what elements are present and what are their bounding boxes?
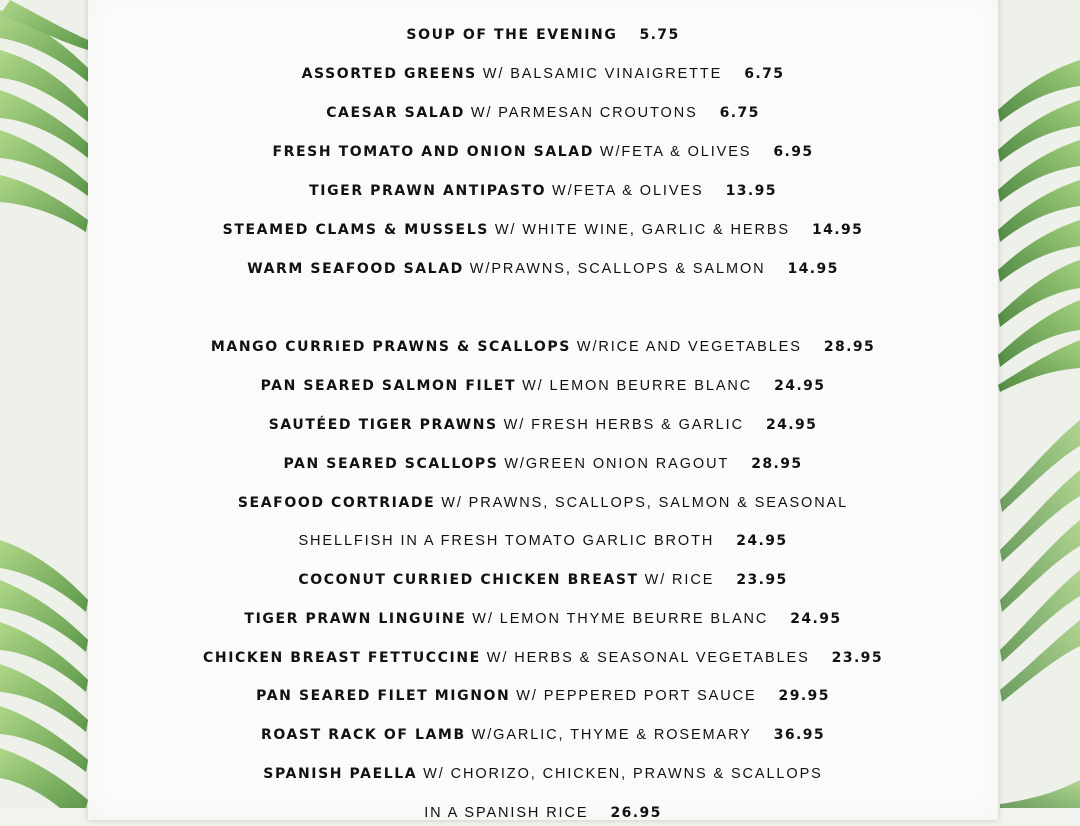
dish-price: 6.75	[719, 105, 760, 121]
dish-description: W/ WHITE WINE, GARLIC & HERBS	[488, 222, 791, 238]
menu-item-continued	[88, 800, 998, 826]
menu-item	[88, 490, 998, 516]
dish-description: W/FETA & OLIVES	[593, 144, 752, 160]
dish-name: FRESH TOMATO AND ONION SALAD	[272, 144, 594, 160]
dish-description: W/RICE AND VEGETABLES	[570, 339, 802, 355]
dish-price: 24.95	[774, 378, 826, 394]
palm-leaf-bottom-left	[0, 540, 88, 808]
dish-name: ROAST RACK OF LAMB	[260, 727, 466, 743]
dish-name: CAESAR SALAD	[326, 105, 465, 121]
dish-description: W/ HERBS & SEASONAL VEGETABLES	[480, 650, 810, 666]
dish-description: W/GREEN ONION RAGOUT	[498, 456, 730, 472]
dish-price: 29.95	[778, 688, 830, 704]
menu-item	[88, 256, 998, 282]
dish-description: W/ FRESH HERBS & GARLIC	[497, 417, 744, 433]
dish-name: TIGER PRAWN ANTIPASTO	[309, 183, 547, 199]
dish-price: 24.95	[765, 417, 818, 433]
dish-description: W/ BALSAMIC VINAIGRETTE	[476, 66, 723, 82]
dish-name: WARM SEAFOOD SALAD	[247, 261, 464, 277]
menu-item	[88, 412, 998, 438]
dish-name: SOUP OF THE EVENING	[406, 27, 618, 43]
menu-item	[88, 61, 998, 87]
palm-leaf-top-right	[998, 60, 1080, 392]
dish-price: 24.95	[790, 611, 842, 627]
dish-description: W/PRAWNS, SCALLOPS & SALMON	[463, 261, 766, 277]
dish-price: 13.95	[725, 183, 777, 199]
menu-item	[88, 139, 998, 165]
dish-price: 26.95	[610, 805, 662, 821]
menu-item	[88, 178, 998, 204]
dish-price: 6.95	[773, 144, 814, 160]
dish-name: SEAFOOD CORTRIADE	[237, 495, 436, 511]
menu-item	[88, 606, 998, 632]
dish-description: W/FETA & OLIVES	[546, 183, 704, 199]
dish-name: SAUTÉED TIGER PRAWNS	[268, 417, 498, 433]
dish-name: SPANISH PAELLA	[263, 766, 418, 782]
dish-price: 23.95	[736, 572, 788, 588]
dish-name: PAN SEARED SALMON FILET	[260, 378, 517, 394]
palm-leaf-top-left	[0, 0, 90, 232]
dish-name: COCONUT CURRIED CHICKEN BREAST	[298, 572, 639, 588]
menu-item	[88, 100, 998, 126]
dish-name: PAN SEARED SCALLOPS	[283, 456, 499, 472]
menu-item	[88, 451, 998, 477]
menu-item	[88, 334, 998, 360]
dish-description: W/ PRAWNS, SCALLOPS, SALMON & SEASONAL	[435, 495, 849, 511]
menu-item	[88, 683, 998, 709]
dish-description: W/ CHORIZO, CHICKEN, PRAWNS & SCALLOPS	[417, 766, 823, 782]
dish-price: 36.95	[773, 727, 826, 743]
dish-price: 14.95	[812, 222, 864, 238]
dish-description: W/ PEPPERED PORT SAUCE	[510, 688, 757, 704]
menu-item	[88, 761, 998, 787]
dish-description: W/ RICE	[638, 572, 715, 588]
menu-item	[88, 217, 998, 243]
dish-description: SHELLFISH IN A FRESH TOMATO GARLIC BROTH	[298, 533, 715, 549]
dish-price: 14.95	[787, 261, 839, 277]
dish-price: 23.95	[831, 650, 883, 666]
dish-description: IN A SPANISH RICE	[424, 805, 589, 821]
menu-item	[88, 645, 998, 671]
menu-item	[88, 567, 998, 593]
dish-price: 28.95	[823, 339, 876, 355]
dish-price: 28.95	[751, 456, 803, 472]
dish-description: W/ PARMESAN CROUTONS	[464, 105, 698, 121]
dish-description: W/GARLIC, THYME & ROSEMARY	[465, 727, 752, 743]
dish-name: TIGER PRAWN LINGUINE	[244, 611, 467, 627]
dish-name: MANGO CURRIED PRAWNS & SCALLOPS	[210, 339, 571, 355]
dish-description: W/ LEMON THYME BEURRE BLANC	[466, 611, 769, 627]
dish-name: STEAMED CLAMS & MUSSELS	[222, 222, 489, 238]
dish-name: ASSORTED GREENS	[301, 66, 477, 82]
menu-item	[88, 373, 998, 399]
dish-description: W/ LEMON BEURRE BLANC	[516, 378, 753, 394]
dish-name: PAN SEARED FILET MIGNON	[256, 688, 511, 704]
palm-leaf-bottom-right	[1000, 420, 1080, 808]
dish-price: 6.75	[744, 66, 785, 82]
dish-name: CHICKEN BREAST FETTUCCINE	[203, 650, 481, 666]
menu-item-continued	[88, 528, 998, 554]
menu-item	[88, 22, 998, 48]
dish-price: 5.75	[639, 27, 680, 43]
dish-price: 24.95	[736, 533, 788, 549]
menu-item	[88, 722, 998, 748]
